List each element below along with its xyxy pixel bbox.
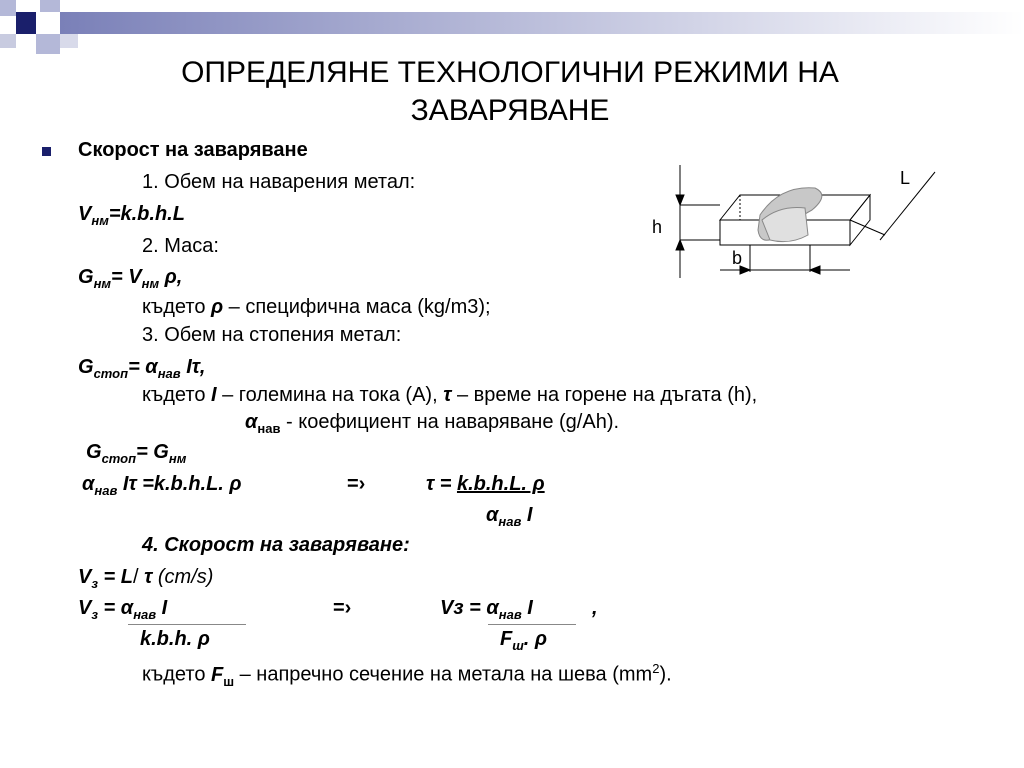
formula-speed-denominator-left: k.b.h. ρ xyxy=(140,628,210,650)
deco-square xyxy=(60,34,78,48)
label-h: h xyxy=(652,217,663,237)
deco-square xyxy=(40,0,60,12)
where-alpha: $\alpha_{нав}$ - коефициент на наваряване (g/Ah). xyxy=(245,411,620,436)
formula-speed-rhs: Vз = $\alpha_{нав}$ I xyxy=(440,597,533,622)
box-side-face xyxy=(850,195,870,245)
fraction-bar-left xyxy=(128,624,246,625)
weld-bead-diagram xyxy=(640,160,950,285)
formula-mass: $G_{нм}= V_{нм}$ ρ, xyxy=(78,266,183,291)
slide-title-line1: ОПРЕДЕЛЯНЕ ТЕХНОЛОГИЧНИ РЕЖИМИ НА xyxy=(181,56,839,89)
deco-square xyxy=(16,12,36,34)
section-heading: Скорост на заваряване xyxy=(78,139,308,161)
fraction-bar-right xyxy=(488,624,576,625)
formula-tau: τ = k.b.h.L. ρ xyxy=(426,473,545,495)
formula-volume: $V_{нм}=k.b.h.L$ xyxy=(78,203,185,228)
formula-tau-denominator: $\alpha_{нав}$ I xyxy=(486,504,533,529)
header-gradient-bar xyxy=(60,12,1024,34)
label-b: b xyxy=(732,248,743,268)
header-decoration xyxy=(0,0,1024,60)
formula-equality: $G_{стоп}= G_{нм}$ xyxy=(86,441,187,466)
bullet-square-icon xyxy=(42,147,51,156)
deco-square xyxy=(0,34,16,48)
deco-square xyxy=(0,0,16,16)
where-rho: където ρ – специфична маса (kg/m3); xyxy=(142,296,491,318)
implies-arrow-1: =› xyxy=(347,473,366,495)
slide-title-line2: ЗАВАРЯВАНЕ xyxy=(410,94,610,127)
deco-square xyxy=(36,34,60,54)
item-4: 4. Скорост на заваряване: xyxy=(142,534,410,556)
formula-speed: $V_з = L/$ τ (cm/s) xyxy=(78,566,214,591)
item-1: 1. Обем на наварения метал: xyxy=(142,171,416,193)
where-cross-section: където $F_ш$ – напречно сечение на метала на шева $(mm^2)$. xyxy=(142,661,672,689)
formula-speed-denominator-right: $F_ш$. ρ xyxy=(500,628,548,653)
formula-comma: , xyxy=(592,597,598,619)
item-2: 2. Маса: xyxy=(142,235,219,257)
formula-melted: $G_{стоп}= \alpha_{нав}$ Iτ, xyxy=(78,356,206,381)
formula-expansion: $\alpha_{нав}$ Iτ =k.b.h.L. ρ xyxy=(82,473,242,498)
formula-speed-alpha: $V_з = \alpha_{нав}$ I xyxy=(78,597,168,622)
implies-arrow-2: =› xyxy=(333,597,352,619)
label-L: L xyxy=(900,168,911,188)
where-current-time: където I – големина на тока (A), τ – време на горене на дъгата (h), xyxy=(142,384,758,406)
item-3: 3. Обем на стопения метал: xyxy=(142,324,402,346)
